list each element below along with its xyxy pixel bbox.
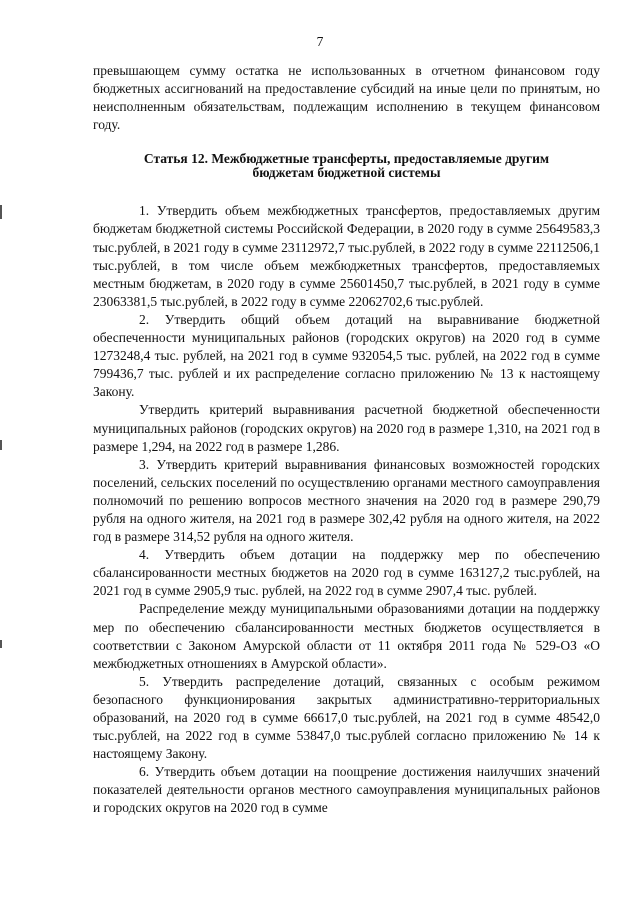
paragraph-3: 3. Утвердить критерий выравнивания финансовых возможностей городских поселений, сельских поселений по осуществлению органами местного самоуправления полномочий по решению вопросов местного значения на 2020 год в размере 290,79 рубля на одного жителя, на 2021 год в размере 302,42 рубля на одного жителя, на 2022 год в размере 314,52 рубля на одного жителя. — [93, 456, 600, 545]
paragraph-1: 1. Утвердить объем межбюджетных трансфертов, предоставляемых другим бюджетам бюджетной системы Российской Федерации, в 2020 году в сумме 25649583,3 тыс.рублей, в 2021 году в сумме 23112972,7 тыс.рублей, в 2022 году в сумме 22112506,1 тыс.рублей, в том числе объем межбюджетных трансфертов, предоставляемых местным бюджетам, в 2020 году в сумме 25601450,7 тыс.рублей, в 2021 году в сумме 23063381,5 тыс.рублей, в 2022 году в сумме 22062702,6 тыс.рублей. — [93, 203, 600, 309]
intro-paragraph: превышающем сумму остатка не использованных в отчетном финансовом году бюджетных ассигнований на предоставление субсидий на иные цели по принятым, но неисполненным обязательствам, подлежащим исполнению в текущем финансовом году. — [93, 63, 600, 133]
article-heading-line: Статья 12. Межбюджетные трансферты, предоставляемые другим — [143, 151, 550, 167]
paragraph-4: 4. Утвердить объем дотации на поддержку мер по обеспечению сбалансированности местных бюджетов на 2020 год в сумме 163127,2 тыс.рублей, на 2021 год в сумме 2905,9 тыс. рублей, на 2022 год в сумме 2907,4 тыс. рублей. — [93, 547, 600, 599]
paragraph-2-criterion: Утвердить критерий выравнивания расчетной бюджетной обеспеченности муниципальных районов (городских округов) на 2020 год в размере 1,310, на 2021 год в размере 1,294, на 2022 год в размере 1,286. — [93, 402, 600, 454]
paragraph-4-distribution: Распределение между муниципальными образованиями дотации на поддержку мер по обеспечению сбалансированности местных бюджетов осуществляется в соответствии с Законом Амурской области от 11 октября 2011 года № 529-ОЗ «О межбюджетных отношениях в Амурской области». — [93, 601, 600, 671]
paragraph-5: 5. Утвердить распределение дотаций, связанных с особым режимом безопасного функционирования закрытых административно-территориальных образований, на 2020 год в сумме 66617,0 тыс.рублей, на 2021 год в сумме 48542,0 тыс.рублей, на 2022 год в сумме 53847,0 тыс.рублей согласно приложению № 14 к настоящему Закону. — [93, 673, 600, 762]
scan-mark — [0, 440, 2, 450]
page-number: 7 — [316, 34, 324, 49]
scan-mark — [0, 205, 2, 219]
article-heading — [93, 152, 600, 180]
document-body — [93, 62, 600, 818]
paragraph-2: 2. Утвердить общий объем дотаций на выравнивание бюджетной обеспеченности муниципальных районов (городских округов) на 2020 год в сумме 1273248,4 тыс. рублей, на 2021 год в сумме 932054,5 тыс. рублей, на 2022 год в сумме 799436,7 тыс. рублей и их распределение согласно приложению № 13 к настоящему Закону. — [93, 311, 600, 400]
article-heading-line: бюджетам бюджетной системы — [252, 165, 441, 181]
paragraph-6: 6. Утвердить объем дотации на поощрение достижения наилучших значений показателей деятельности органов местного самоуправления муниципальных районов и городских округов на 2020 год в сумме — [93, 764, 600, 816]
scan-mark — [0, 640, 2, 648]
